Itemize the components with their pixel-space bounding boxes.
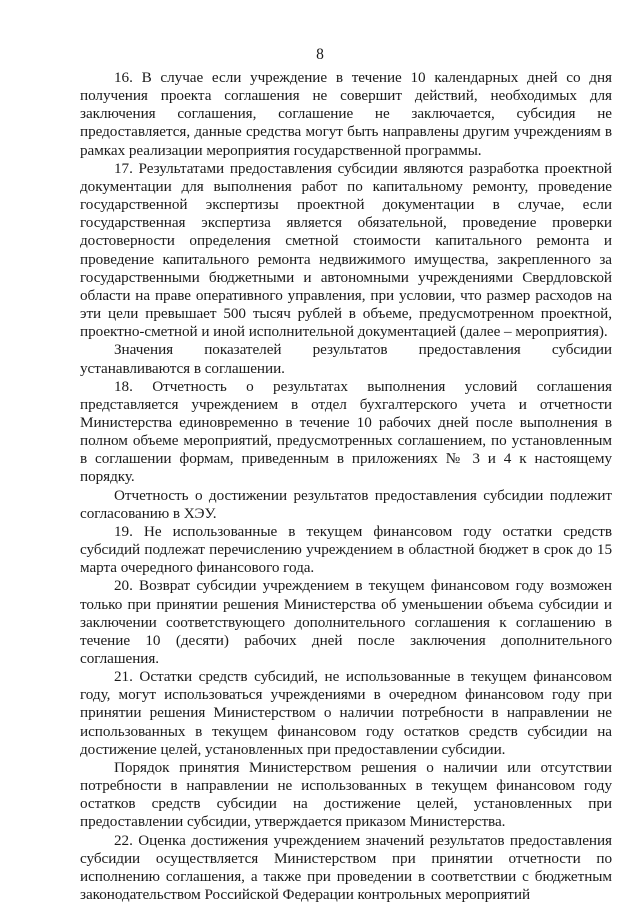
paragraph-18: 18. Отчетность о результатах выполнения условий соглашения представляется учреждением в отдел бухгалтерского учета и отчетности Министерства единовременно в течение 10 рабочих дней после выполнения в полном объеме мероприятий, предусмотренных соглашением, по установленным в соглашении формам, приведенным в приложениях № 3 и 4 к настоящему порядку. bbox=[80, 377, 612, 486]
paragraph-17: 17. Результатами предоставления субсидии являются разработка проектной документации для выполнения работ по капитальному ремонту, проведение государственной экспертизы проектной документации в случае, если государственная экспертиза является обязательной, проведение проверки достоверности определения сметной стоимости капитального ремонта и проведение капитального ремонта недвижимого имущества, закрепленного за государственными бюджетными и автономными учреждениями Свердловской области на праве оперативного управления, при условии, что размер расходов на эти цели превышает 500 тысяч рублей в объеме, предусмотренном проектной, проектно-сметной и иной исполнительной документацией (далее – мероприятия). bbox=[80, 159, 612, 341]
paragraph-20: 20. Возврат субсидии учреждением в текущем финансовом году возможен только при принятии решения Министерства об уменьшении объема субсидии и заключении соответствующего дополнительного соглашения к соглашению в течение 10 (десяти) рабочих дней после заключения дополнительного соглашения. bbox=[80, 577, 612, 667]
paragraph-17-indicators: Значения показателей результатов предоставления субсидии устанавливаются в соглашении. bbox=[80, 341, 612, 377]
paragraph-21: 21. Остатки средств субсидий, не использованные в текущем финансовом году, могут использоваться учреждениями в очередном финансовом году при принятии решения Министерством о наличии потребности в направлении не использованных в текущем финансовом году остатков средств субсидии на достижение целей, установленных при предоставлении субсидии. bbox=[80, 668, 612, 758]
paragraph-22: 22. Оценка достижения учреждением значений результатов предоставления субсидии осуществляется Министерством при принятии отчетности по исполнению соглашения, а также при проведении в соответствии с бюджетным законодательством Российской Федерации контрольных мероприятий bbox=[80, 831, 612, 904]
paragraph-18-agreement: Отчетность о достижении результатов предоставления субсидии подлежит согласованию в ХЭУ. bbox=[80, 486, 612, 522]
page-number: 8 bbox=[316, 46, 324, 63]
paragraph-21-procedure: Порядок принятия Министерством решения о наличии или отсутствии потребности в направлении не использованных в текущем финансовом году остатков средств субсидии на достижение целей, установленных при предоставлении субсидии, утверждается приказом Министерства. bbox=[80, 758, 612, 831]
paragraph-19: 19. Не использованные в текущем финансовом году остатки средств субсидий подлежат перечислению учреждением в областной бюджет в срок до 15 марта очередного финансового года. bbox=[80, 522, 612, 577]
document-body bbox=[80, 69, 612, 904]
paragraph-16: 16. В случае если учреждение в течение 10 календарных дней со дня получения проекта соглашения не совершит действий, необходимых для заключения соглашения, соглашение не заключается, субсидия не предоставляется, данные средства могут быть направлены другим учреждениям в рамках реализации мероприятия государственной программы. bbox=[80, 69, 612, 159]
